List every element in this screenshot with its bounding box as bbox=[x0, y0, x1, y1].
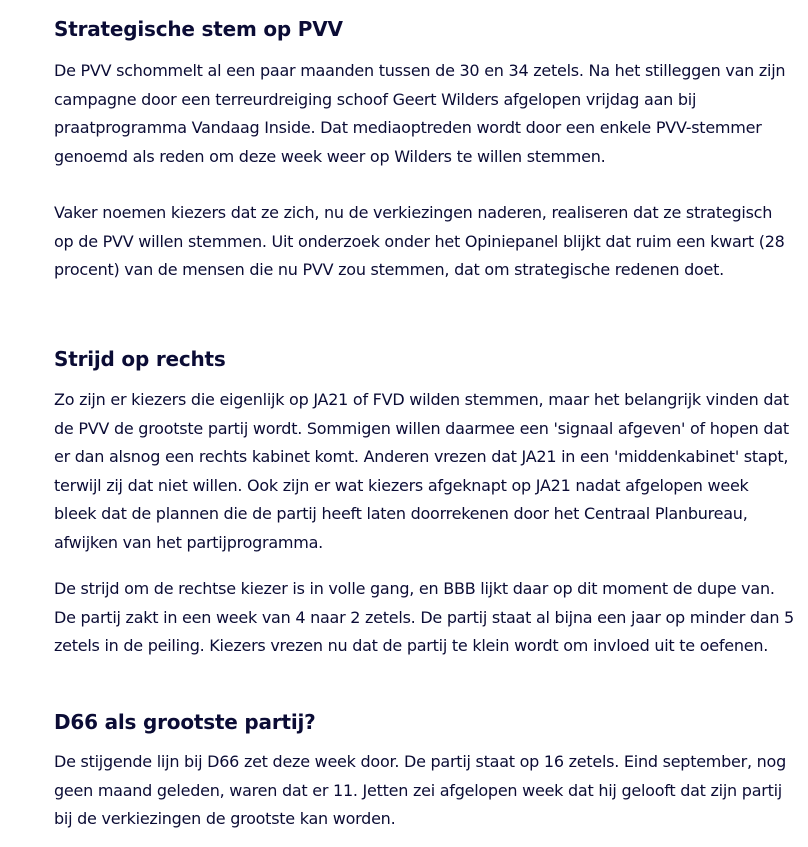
section-heading-strijd-op-rechts: Strijd op rechts bbox=[54, 347, 226, 371]
section-heading-d66-grootste-partij: D66 als grootste partij? bbox=[54, 710, 316, 734]
paragraph: Vaker noemen kiezers dat ze zich, nu de verkiezingen naderen, realiseren dat ze strategisch op de PVV willen stemmen. Uit onderzoek onder het Opiniepanel blijkt dat ruim een kwart (28 procent) van de mensen die nu PVV zou stemmen, dat om strategische redenen doet. bbox=[54, 203, 785, 279]
paragraph: De stijgende lijn bij D66 zet deze week door. De partij staat op 16 zetels. Eind september, nog geen maand geleden, waren dat er 11. Jetten zei afgelopen week dat hij gelooft dat zijn partij bij de verkiezingen de grootste kan worden. bbox=[54, 752, 786, 828]
section-heading-strategische-stem: Strategische stem op PVV bbox=[54, 17, 343, 41]
paragraph: De PVV schommelt al een paar maanden tussen de 30 en 34 zetels. Na het stilleggen van zijn campagne door een terreurdreiging schoof Geert Wilders afgelopen vrijdag aan bij praatprogramma Vandaag Inside. Dat mediaoptreden wordt door een enkele PVV-stemmer genoemd als reden om deze week weer op Wilders te willen stemmen. bbox=[54, 61, 786, 166]
paragraph: De strijd om de rechtse kiezer is in volle gang, en BBB lijkt daar op dit moment de dupe van. De partij zakt in een week van 4 naar 2 zetels. De partij staat al bijna een jaar op minder dan 5 zetels in de peiling. Kiezers vrezen nu dat de partij te klein wordt om invloed uit te oefenen. bbox=[54, 579, 794, 655]
paragraph: Zo zijn er kiezers die eigenlijk op JA21 of FVD wilden stemmen, maar het belangrijk vinden dat de PVV de grootste partij wordt. Sommigen willen daarmee een 'signaal afgeven' of hopen dat er dan alsnog een rechts kabinet komt. Anderen vrezen dat JA21 in een 'middenkabinet' stapt, terwijl zij dat niet willen. Ook zijn er wat kiezers afgeknapt op JA21 nadat afgelopen week bleek dat de plannen die de partij heeft laten doorrekenen door het Centraal Planbureau, afwijken van het partijprogramma. bbox=[54, 390, 789, 552]
